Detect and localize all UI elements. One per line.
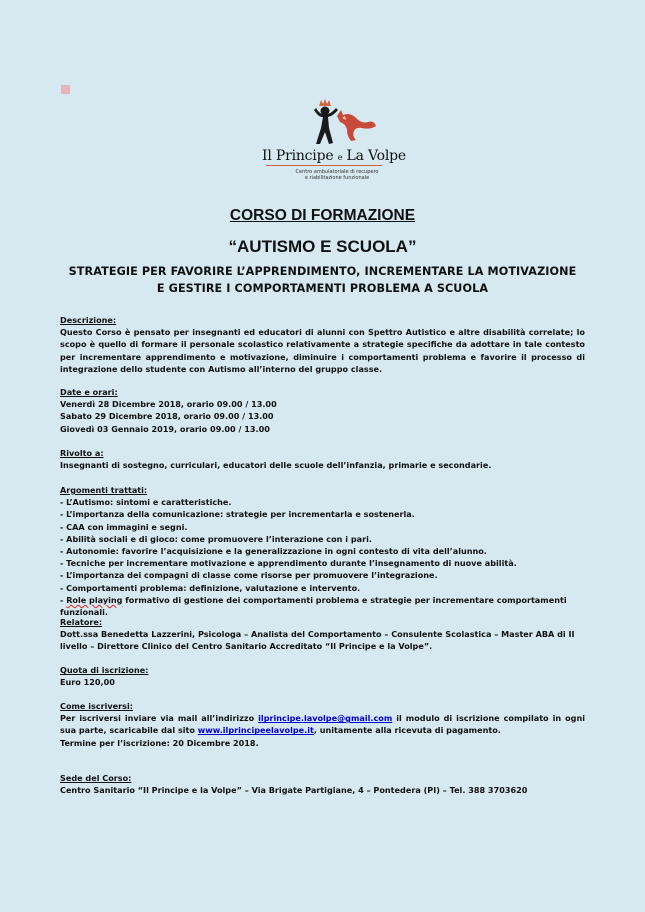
argomenti-title: Argomenti trattati:: [60, 485, 148, 495]
section-date: [60, 386, 585, 435]
email-link[interactable]: ilprincipe.lavolpe@gmail.com: [258, 713, 393, 724]
logo-figures-icon: [302, 98, 382, 150]
rivolto-body: Insegnanti di sostegno, curriculari, educatori delle scuole dell’infanzia, primarie e secondarie.: [60, 460, 492, 471]
relatore-body: Dott.ssa Benedetta Lazzerini, Psicologa – Analista del Comportamento – Consulente Scolastica – Master ABA di II livello – Direttore Clinico del Centro Sanitario Accreditato “Il Principe e la Volpe”.: [60, 629, 575, 652]
logo-underline: [266, 165, 382, 166]
section-rivolto: [60, 447, 585, 471]
corner-mark: [61, 85, 70, 94]
iscrizione-deadline: Termine per l’iscrizione: 20 Dicembre 2018.: [60, 737, 259, 748]
quota-title: Quota di iscrizione:: [60, 665, 149, 675]
descrizione-title: Descrizione:: [60, 315, 117, 325]
list-item: - L’importanza della comunicazione: strategie per incrementarla e sostenerla.: [60, 509, 415, 520]
main-title: “AUTISMO E SCUOLA”: [228, 237, 417, 256]
list-item: - Role playing formativo di gestione dei comportamenti problema e strategie per incrementare comportamenti funzionali.: [60, 594, 567, 618]
date-title: Date e orari:: [60, 387, 118, 397]
logo-name: Il Principe e La Volpe: [262, 148, 406, 164]
list-item: - CAA con immagini e segni.: [60, 521, 188, 532]
course-label: CORSO DI FORMAZIONE: [229, 207, 416, 224]
spellcheck-word: Role playing: [66, 594, 123, 605]
section-descrizione: [60, 314, 585, 375]
section-argomenti: [60, 484, 585, 618]
quota-body: Euro 120,00: [60, 677, 115, 688]
list-item: - Autonomie: favorire l’acquisizione e la generalizzazione in ogni contesto di vita dell’alunno.: [60, 546, 487, 557]
date-line: Giovedì 03 Gennaio 2019, orario 09.00 / 13.00: [60, 423, 270, 434]
relatore-title: Relatore:: [60, 617, 103, 627]
date-line: Venerdì 28 Dicembre 2018, orario 09.00 / 13.00: [60, 399, 277, 410]
list-item: - Abilità sociali e di gioco: come promuovere l’interazione con i pari.: [60, 533, 372, 544]
iscrizione-title: Come iscriversi:: [60, 701, 133, 711]
website-link[interactable]: www.ilprincipeelavolpe.it: [197, 725, 314, 736]
sede-body: Centro Sanitario “Il Principe e la Volpe” – Via Brigate Partigiane, 4 – Pontedera (PI) – Tel. 388 3703620: [60, 785, 528, 796]
argomenti-list: [60, 496, 585, 618]
logo-tagline: Centro ambulatoriale di recupero e riabilitazione funzionale: [295, 169, 379, 181]
list-item: - Tecniche per incrementare motivazione e apprendimento durante l’insegnamento di nuove abilità.: [60, 558, 517, 569]
section-iscrizione: [60, 700, 585, 749]
section-relatore: [60, 616, 585, 653]
subtitle-line-2: E GESTIRE I COMPORTAMENTI PROBLEMA A SCUOLA: [156, 282, 489, 295]
sede-title: Sede del Corso:: [60, 773, 132, 783]
date-line: Sabato 29 Dicembre 2018, orario 09.00 / 13.00: [60, 411, 274, 422]
logo: [262, 98, 412, 188]
list-item: - L’importanza dei compagni di classe come risorse per promuovere l’integrazione.: [60, 570, 438, 581]
list-item: - L’Autismo: sintomi e caratteristiche.: [60, 497, 232, 508]
rivolto-title: Rivolto a:: [60, 448, 104, 458]
descrizione-body: Questo Corso è pensato per insegnanti ed educatori di alunni con Spettro Autistico e altre disabilità correlate; lo scopo è quello di formare il personale scolastico relativamente a strategie specifiche da adottare in tale contesto per incrementare apprendimento e motivazione, diminuire i comportamenti problema e favorire il processo di integrazione dello studente con Autismo all’interno del gruppo classe.: [60, 327, 585, 374]
section-quota: [60, 664, 585, 688]
iscrizione-body: Per iscriversi inviare via mail all’indirizzo ilprincipe.lavolpe@gmail.com il modulo di iscrizione compilato in ogni sua parte, scaricabile dal sito www.ilprincipeelavolpe.it, unitamente alla ricevuta di pagamento.: [60, 713, 585, 736]
list-item: - Comportamenti problema: definizione, valutazione e intervento.: [60, 582, 361, 593]
subtitle-line-1: STRATEGIE PER FAVORIRE L’APPRENDIMENTO, INCREMENTARE LA MOTIVAZIONE: [68, 265, 577, 278]
section-sede: [60, 772, 585, 796]
